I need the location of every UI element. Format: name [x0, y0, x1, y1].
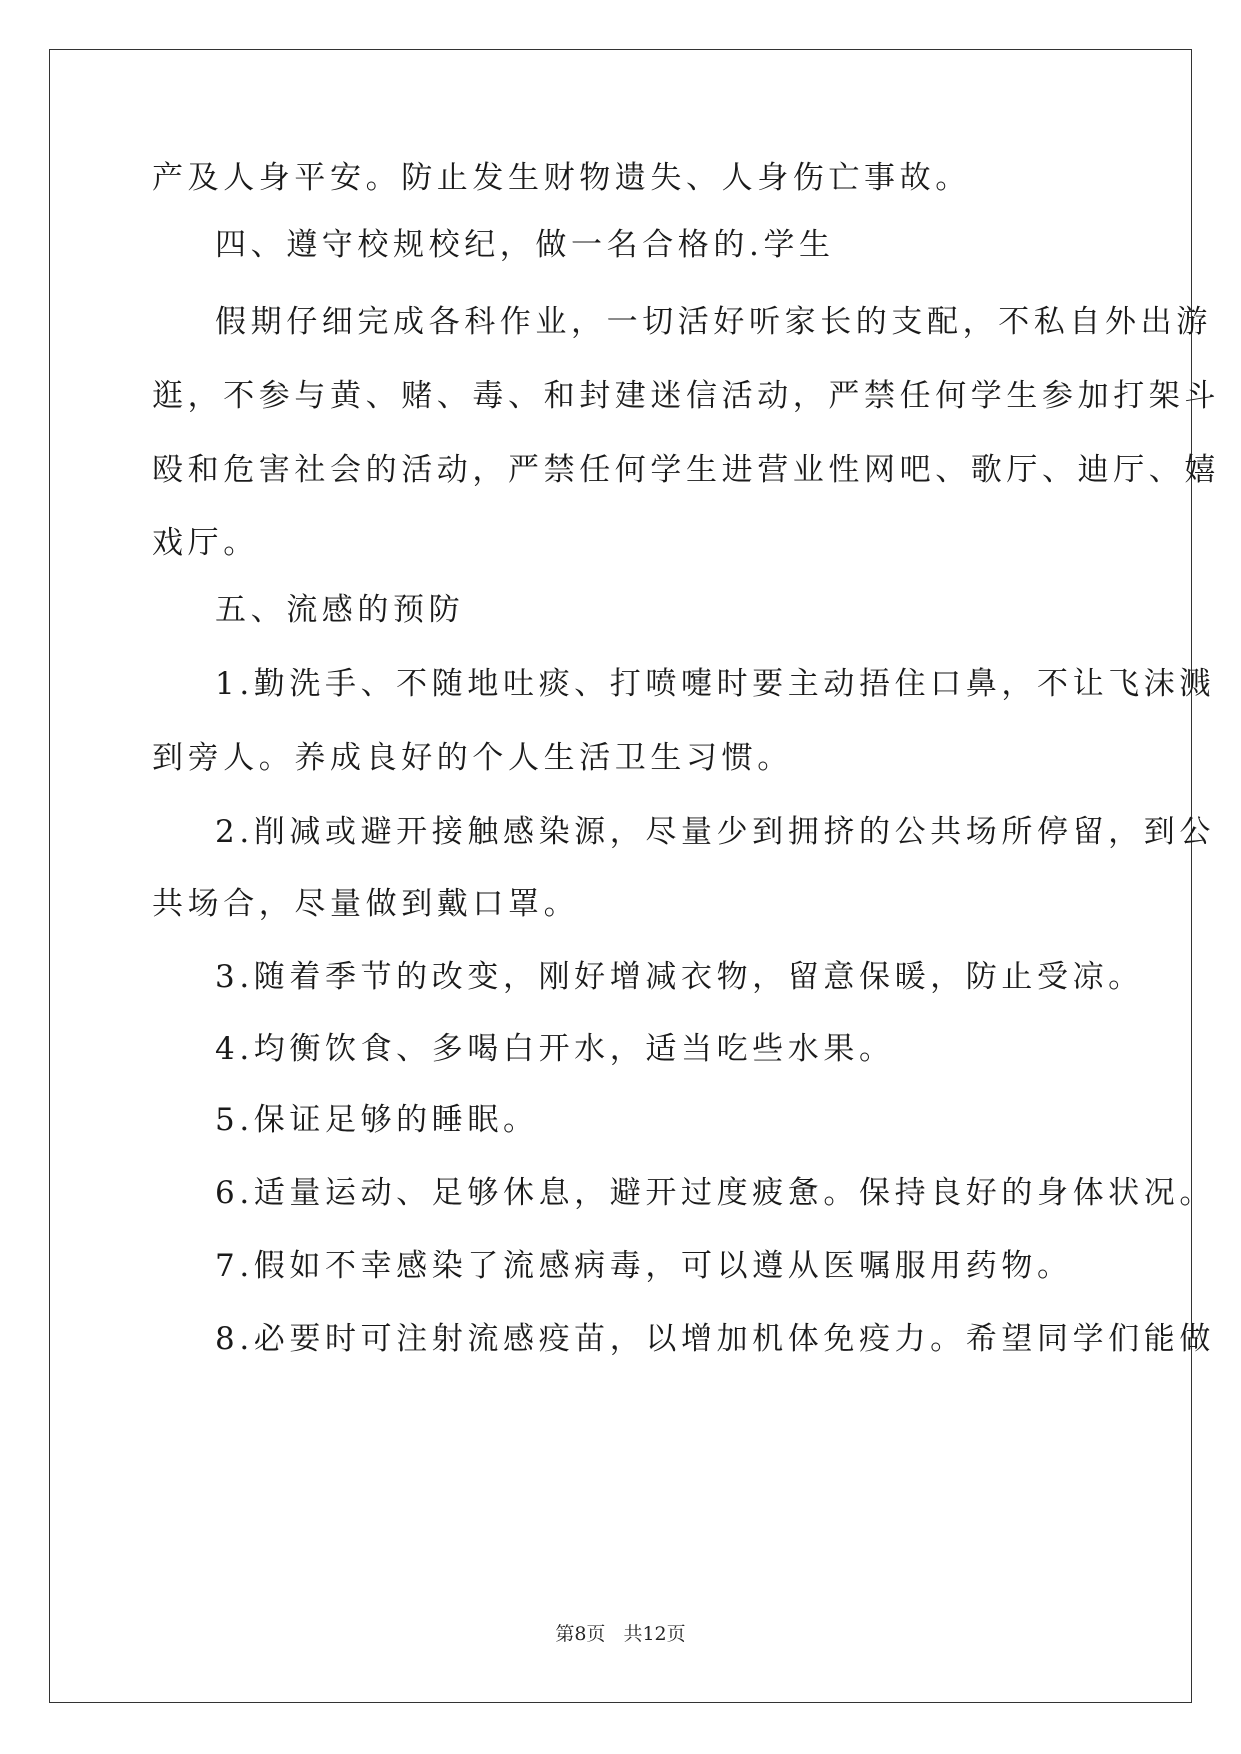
list-item-3: 3.随着季节的改变，刚好增减衣物，留意保暖，防止受凉。 [215, 959, 1144, 995]
list-item-8: 8.必要时可注射流感疫苗，以增加机体免疫力。希望同学们能做 [215, 1321, 1215, 1357]
list-item-6: 6.适量运动、足够休息，避开过度疲惫。保持良好的身体状况。 [215, 1175, 1215, 1211]
section-heading-5: 五、流感的预防 [215, 592, 465, 628]
text-line-1: 产及人身平安。防止发生财物遗失、人身伤亡事故。 [152, 160, 971, 196]
list-item-1-line-1: 1.勤洗手、不随地吐痰、打喷嚏时要主动捂住口鼻，不让飞沫溅 [215, 666, 1215, 702]
text-line-5: 殴和危害社会的活动，严禁任何学生进营业性网吧、歌厅、迪厅、嬉 [152, 452, 1220, 488]
section-heading-4: 四、遵守校规校纪，做一名合格的.学生 [215, 227, 835, 263]
text-line-4: 逛，不参与黄、赌、毒、和封建迷信活动，严禁任何学生参加打架斗 [152, 378, 1220, 414]
list-item-4: 4.均衡饮食、多喝白开水，适当吃些水果。 [215, 1031, 895, 1067]
page-footer [0, 1622, 1241, 1646]
list-item-2-line-1: 2.削减或避开接触感染源，尽量少到拥挤的公共场所停留，到公 [215, 814, 1215, 850]
list-item-7: 7.假如不幸感染了流感病毒，可以遵从医嘱服用药物。 [215, 1248, 1073, 1284]
page-total: 共12页 [623, 1623, 686, 1645]
list-item-2-line-2: 共场合，尽量做到戴口罩。 [152, 886, 580, 922]
list-item-5: 5.保证足够的睡眠。 [215, 1102, 539, 1138]
text-line-6: 戏厅。 [152, 525, 259, 561]
text-line-3: 假期仔细完成各科作业，一切活好听家长的支配，不私自外出游 [215, 304, 1212, 340]
page-border [49, 49, 1192, 1703]
page-number: 第8页 [555, 1623, 606, 1645]
list-item-1-line-2: 到旁人。养成良好的个人生活卫生习惯。 [152, 740, 793, 776]
